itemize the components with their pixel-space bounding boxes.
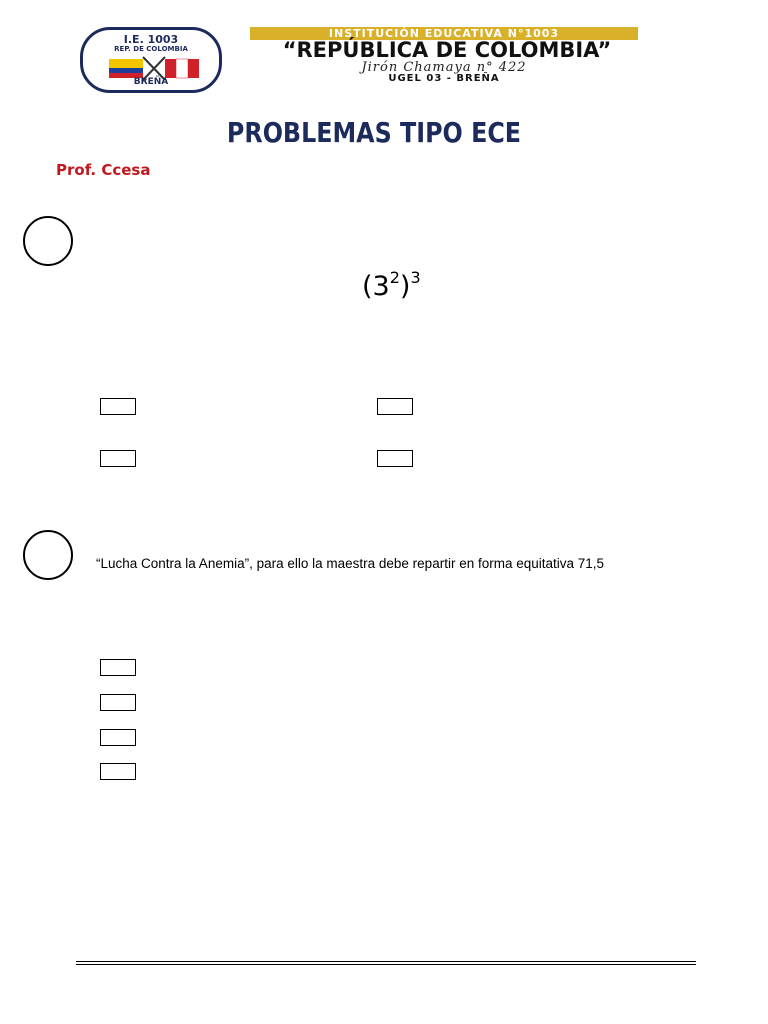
ugel-label: UGEL 03 - BREÑA (388, 73, 500, 84)
crest-bottom-text: BREÑA (133, 77, 169, 87)
question-1-option-d-box[interactable] (377, 450, 413, 467)
question-2-option-d-box[interactable] (100, 763, 136, 780)
page-title: PROBLEMAS TIPO ECE (226, 116, 522, 149)
question-1-option-b-box[interactable] (377, 398, 413, 415)
crest-top-text: I.E. 1003 (123, 33, 179, 46)
footer-rule (76, 961, 696, 962)
question-2-number-circle (23, 530, 73, 580)
question-2-option-a-box[interactable] (100, 659, 136, 676)
question-2-option-b-box[interactable] (100, 694, 136, 711)
crest-sub-text: REP. DE COLOMBIA (114, 45, 188, 53)
school-address: Jirón Chamaya n° 422 (361, 60, 527, 75)
question-1-option-a-box[interactable] (100, 398, 136, 415)
question-1-expression: $(3^2)^3$ (362, 268, 421, 302)
expression-outer-exponent: 3 (410, 268, 421, 287)
institution-banner: INSTITUCIÓN EDUCATIVA N°1003 (250, 27, 638, 40)
question-1-option-c-box[interactable] (100, 450, 136, 467)
school-name: “REPÚBLICA DE COLOMBIA” (282, 38, 612, 62)
school-crest (80, 27, 222, 93)
question-1-number-circle (23, 216, 73, 266)
expression-inner-exponent: 2 (389, 268, 400, 287)
footer-rule-secondary (76, 964, 696, 965)
expression-base: 3 (372, 271, 390, 302)
author-label: Prof. Ccesa (56, 161, 151, 179)
question-2-option-c-box[interactable] (100, 729, 136, 746)
question-2-text: “Lucha Contra la Anemia”, para ello la maestra debe repartir en forma equitativa 71,5 (96, 556, 605, 571)
